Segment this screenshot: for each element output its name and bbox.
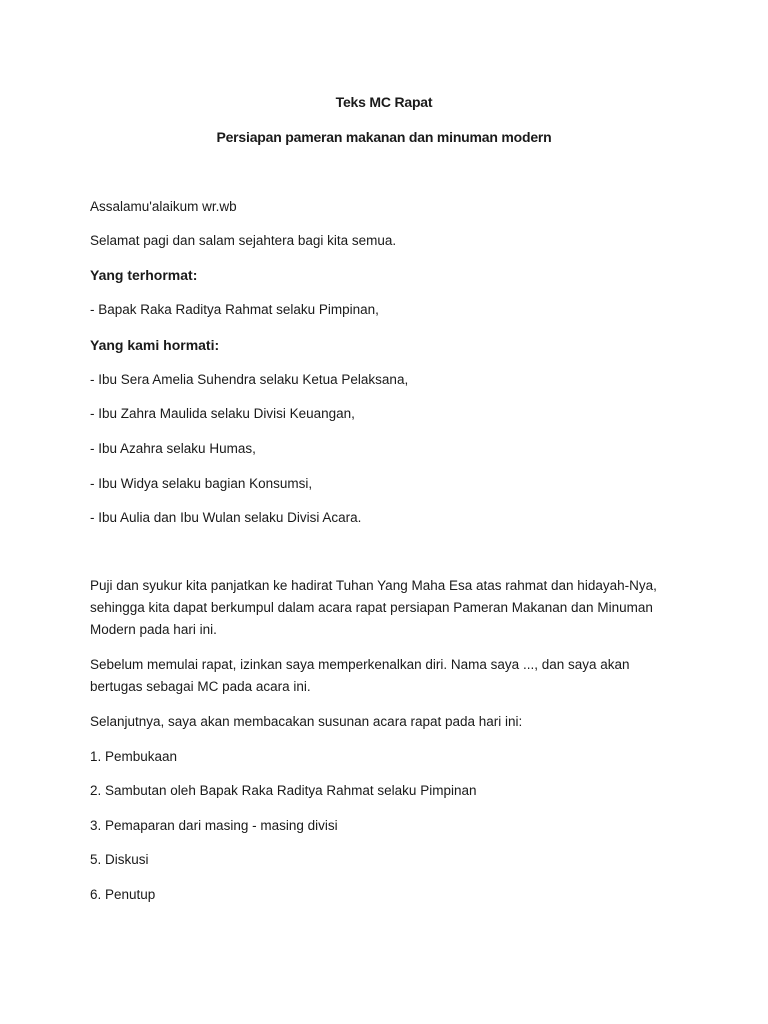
agenda-item: 3. Pemaparan dari masing - masing divisi [90,818,338,833]
respected-item: - Ibu Widya selaku bagian Konsumsi, [90,476,313,491]
greeting-text: Assalamu'alaikum wr.wb [90,199,237,214]
respected-item: - Ibu Aulia dan Ibu Wulan selaku Divisi Acara. [90,510,362,525]
paragraph-introduction: Sebelum memulai rapat, izinkan saya memperkenalkan diri. Nama saya ..., dan saya akan bertugas sebagai MC pada acara ini. [90,657,630,694]
respected-heading: Yang kami hormati: [90,337,220,353]
respected-item: - Ibu Azahra selaku Humas, [90,441,256,456]
document-title: Teks MC Rapat [335,94,433,110]
agenda-item: 6. Penutup [90,887,156,902]
opening-text: Selamat pagi dan salam sejahtera bagi kita semua. [90,233,397,248]
paragraph-agenda-intro: Selanjutnya, saya akan membacakan susunan acara rapat pada hari ini: [90,714,523,729]
agenda-item: 1. Pembukaan [90,749,178,764]
honored-item: - Bapak Raka Raditya Rahmat selaku Pimpinan, [90,302,379,317]
paragraph-gratitude: Puji dan syukur kita panjatkan ke hadirat Tuhan Yang Maha Esa atas rahmat dan hidayah-Nya, sehingga kita dapat berkumpul dalam acara rapat persiapan Pameran Makanan dan Minuman Modern pada hari ini. [90,578,657,637]
document-subtitle: Persiapan pameran makanan dan minuman modern [216,129,552,145]
honored-heading: Yang terhormat: [90,267,198,283]
respected-item: - Ibu Sera Amelia Suhendra selaku Ketua Pelaksana, [90,372,409,387]
respected-item: - Ibu Zahra Maulida selaku Divisi Keuangan, [90,406,355,421]
agenda-item: 2. Sambutan oleh Bapak Raka Raditya Rahmat selaku Pimpinan [90,783,477,798]
agenda-item: 5. Diskusi [90,852,149,867]
